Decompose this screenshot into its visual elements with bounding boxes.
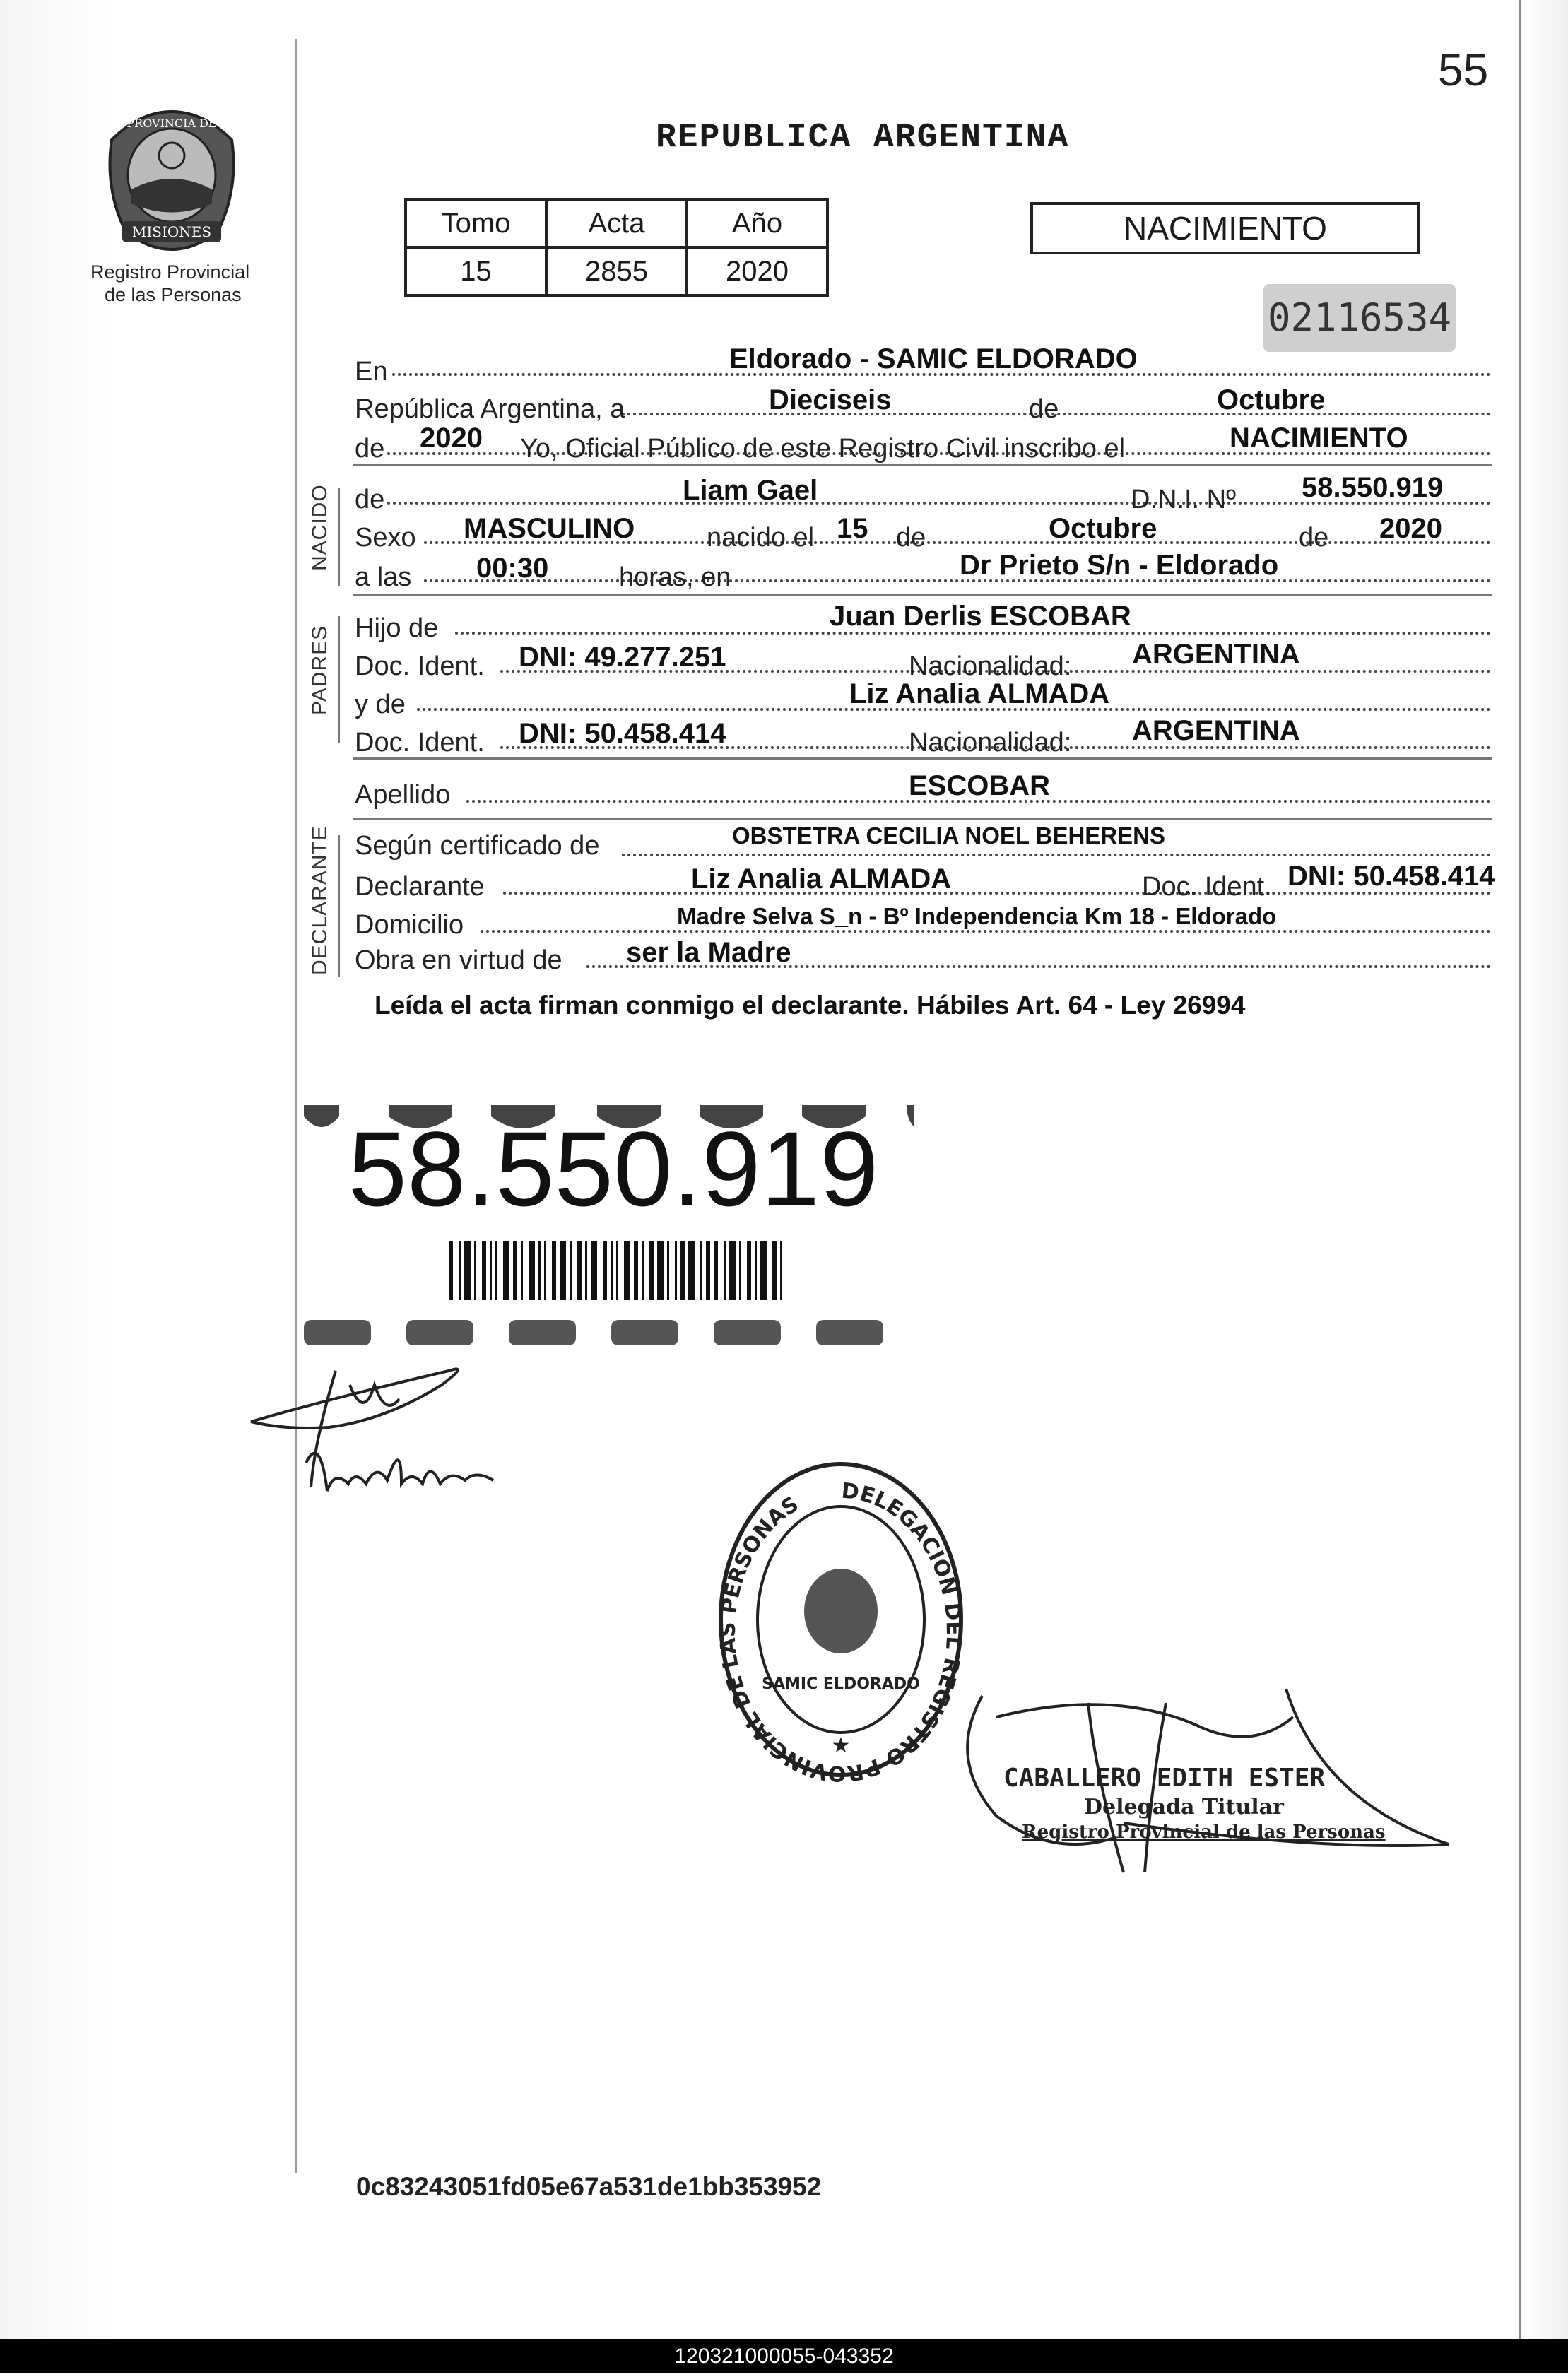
official-title: Delegada Titular	[1084, 1795, 1284, 1819]
father-nat-value: ARGENTINA	[1132, 639, 1300, 670]
barcode-bar	[495, 1241, 497, 1300]
obra-value: ser la Madre	[626, 937, 791, 968]
svg-text:PROVINCIA DE: PROVINCIA DE	[126, 117, 217, 130]
barcode-bar	[521, 1241, 523, 1300]
horas-en-label: horas, en	[619, 562, 731, 592]
stamp-inner-text: SAMIC ELDORADO	[762, 1675, 920, 1693]
domicilio-value: Madre Selva S_n - Bº Independencia Km 18 - Eldorado	[677, 903, 1277, 929]
y-de-label: y de	[355, 690, 406, 719]
barcode-bar	[464, 1241, 471, 1300]
barcode-bar	[570, 1241, 572, 1300]
right-scan-margin	[1519, 0, 1568, 2345]
domicilio-label: Domicilio	[355, 910, 464, 940]
cert-label: Según certificado de	[355, 831, 600, 861]
sexo-label: Sexo	[355, 523, 416, 553]
name-de-label: de	[355, 485, 385, 514]
place-value: Eldorado - SAMIC ELDORADO	[729, 343, 1138, 374]
official-office: Registro Provincial de las Personas	[1022, 1822, 1386, 1843]
barcode-bar	[490, 1241, 492, 1300]
barcode-bar	[675, 1241, 677, 1300]
serial-stamp	[1263, 284, 1456, 352]
acta-value: 2855	[546, 247, 687, 295]
official-stamp	[715, 1456, 967, 1783]
en-label: En	[355, 357, 388, 387]
barcode-bar	[560, 1241, 566, 1300]
record-type-box	[1030, 202, 1420, 254]
barcode-bar	[649, 1241, 654, 1300]
birth-de-label: de	[896, 523, 926, 553]
nacido-bracket	[338, 488, 340, 586]
official-name: CABALLERO EDITH ESTER	[1003, 1764, 1326, 1793]
barcode-bar	[529, 1241, 535, 1300]
barcode-bar	[760, 1241, 767, 1300]
child-dni-value: 58.550.919	[1302, 472, 1444, 503]
barcode-bar	[667, 1241, 669, 1300]
barcode-bar	[724, 1241, 726, 1300]
year-value: 2020	[420, 423, 483, 454]
month-value: Octubre	[1217, 384, 1326, 415]
barcode-bar	[706, 1241, 710, 1300]
barcode-bar	[729, 1241, 736, 1300]
inscribo-label: Yo, Oficial Público de este Registro Civil inscribo el	[520, 434, 1126, 464]
hijo-de-label: Hijo de	[355, 613, 439, 643]
page-number: 55	[1438, 45, 1489, 95]
province-seal-logo	[98, 98, 246, 260]
barcode-bar	[503, 1241, 509, 1300]
barcode-bar	[513, 1241, 517, 1300]
father-doc-value: DNI: 49.277.251	[519, 642, 726, 673]
barcode-bar	[482, 1241, 486, 1300]
svg-text:MISIONES: MISIONES	[131, 223, 212, 240]
vertical-margin-line	[295, 39, 297, 2173]
republica-label: República Argentina, a	[355, 394, 625, 424]
declarant-signature	[244, 1343, 569, 1505]
declarante-label: Declarante	[355, 872, 485, 902]
declarante-value: Liz Analia ALMADA	[691, 863, 952, 895]
mother-doc-label: Doc. Ident.	[355, 728, 485, 757]
right-edge-line	[1519, 0, 1521, 2339]
declarante-bracket	[338, 835, 340, 977]
barcode-bar	[688, 1241, 695, 1300]
mother-name-value: Liz Analia ALMADA	[849, 678, 1110, 709]
child-name-value: Liam Gael	[683, 475, 818, 506]
barcode-bar	[700, 1241, 702, 1300]
mother-nat-value: ARGENTINA	[1132, 715, 1300, 746]
birth-day-value: 15	[837, 513, 868, 544]
register-table	[404, 198, 829, 297]
birth-place-value: Dr Prieto S/n - Eldorado	[960, 550, 1279, 581]
serial-number: 02116534	[1267, 295, 1452, 340]
logo-caption-line1: Registro Provincial	[90, 261, 250, 283]
birth-month-value: Octubre	[1049, 513, 1157, 544]
apellido-value: ESCOBAR	[909, 770, 1051, 801]
closing-statement: Leída el acta firman conmigo el declarante. Hábiles Art. 64 - Ley 26994	[375, 991, 1246, 1020]
ano-value: 2020	[687, 247, 827, 295]
barcode-bar	[449, 1241, 453, 1300]
barcode-bar	[680, 1241, 685, 1300]
apellido-label: Apellido	[355, 780, 451, 810]
declarante-section-label: DECLARANTE	[308, 825, 331, 975]
padres-bracket	[338, 616, 340, 743]
mother-nat-label: Nacionalidad:	[909, 728, 1072, 757]
dni-sticker	[300, 1099, 919, 1354]
barcode-bar	[577, 1241, 582, 1300]
cert-value: OBSTETRA CECILIA NOEL BEHERENS	[732, 822, 1165, 849]
barcode-bar	[552, 1241, 556, 1300]
country-title: REPUBLICA ARGENTINA	[656, 119, 1070, 157]
day-words-value: Dieciseis	[769, 384, 892, 415]
record-type: NACIMIENTO	[1124, 210, 1327, 247]
barcode-bar	[611, 1241, 613, 1300]
barcode-bar	[747, 1241, 751, 1300]
de-label: de	[1029, 394, 1059, 424]
barcode-bar	[474, 1241, 476, 1300]
barcode-bar	[772, 1241, 777, 1300]
barcode-bar	[755, 1241, 757, 1300]
birth-year-value: 2020	[1379, 513, 1442, 544]
barcode-bar	[459, 1241, 461, 1300]
nacido-section-label: NACIDO	[308, 484, 331, 571]
dni-label: D.N.I. Nº	[1131, 485, 1236, 514]
stamp-ring-text: DELEGACION DEL REGISTRO PROVINCIAL DE LAS PERSONAS	[715, 1478, 967, 1783]
barcode-bar	[634, 1241, 638, 1300]
father-nat-label: Nacionalidad:	[909, 651, 1072, 681]
acta-header: Acta	[546, 199, 687, 247]
event-value: NACIMIENTO	[1230, 423, 1408, 454]
sticker-number: 58.550.919	[348, 1109, 879, 1228]
declarante-doc-label: Doc. Ident.	[1142, 872, 1272, 902]
barcode-bar	[591, 1241, 597, 1300]
left-scan-margin	[0, 0, 113, 2345]
barcode-bar	[585, 1241, 587, 1300]
hora-label: a las	[355, 562, 412, 592]
barcode-bar	[616, 1241, 618, 1300]
nacido-el-label: nacido el	[707, 523, 815, 553]
barcode-bar	[544, 1241, 546, 1300]
father-doc-label: Doc. Ident.	[355, 651, 485, 681]
declarante-doc-value: DNI: 50.458.414	[1287, 861, 1495, 892]
padres-section-label: PADRES	[308, 625, 331, 715]
barcode-bar	[538, 1241, 541, 1300]
barcode	[449, 1241, 782, 1300]
svg-text:★: ★	[831, 1734, 851, 1757]
barcode-bar	[714, 1241, 718, 1300]
barcode-bar	[739, 1241, 741, 1300]
mother-doc-value: DNI: 50.458.414	[519, 718, 726, 749]
logo-caption-line2: de las Personas	[105, 284, 242, 305]
barcode-bar	[624, 1241, 630, 1300]
obra-label: Obra en virtud de	[355, 945, 562, 975]
tomo-header: Tomo	[406, 199, 546, 247]
barcode-bar	[603, 1241, 607, 1300]
footer-bar	[0, 2339, 1568, 2373]
barcode-bar	[780, 1241, 782, 1300]
tomo-value: 15	[406, 247, 546, 295]
father-name-value: Juan Derlis ESCOBAR	[830, 601, 1131, 632]
barcode-bar	[657, 1241, 664, 1300]
sexo-value: MASCULINO	[464, 513, 635, 544]
document-hash: 0c83243051fd05e67a531de1bb353952	[356, 2172, 822, 2201]
footer-id: 120321000055-043352	[674, 2344, 894, 2368]
ano-header: Año	[687, 199, 827, 247]
hora-value: 00:30	[476, 553, 549, 584]
barcode-bar	[642, 1241, 644, 1300]
birth-de2-label: de	[1299, 523, 1329, 553]
year-prefix-label: de	[355, 434, 385, 464]
